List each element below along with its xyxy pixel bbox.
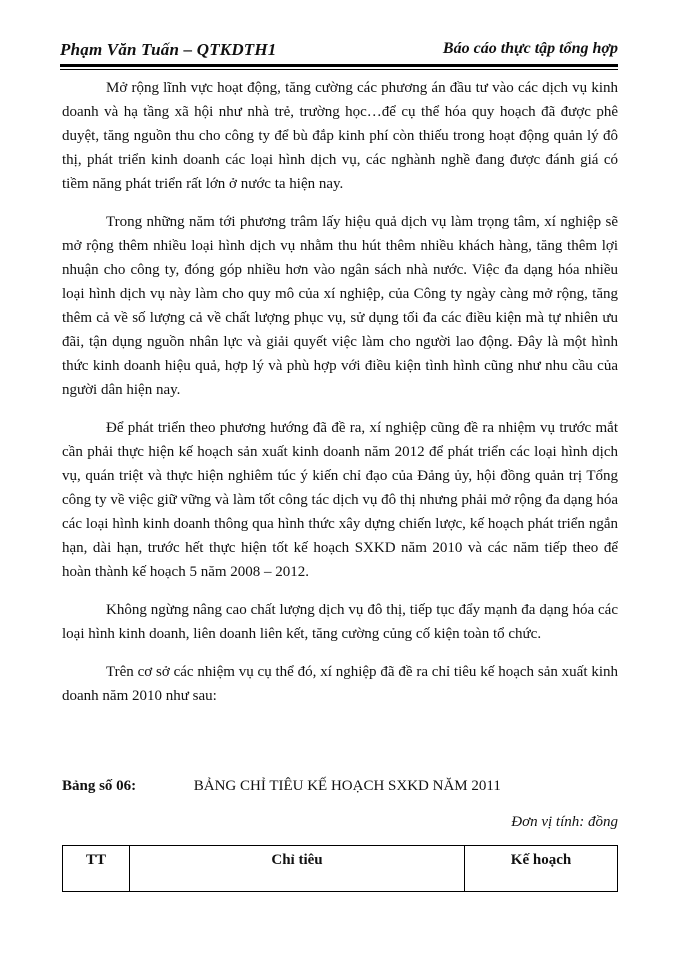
column-header-plan: Kế hoạch — [465, 846, 618, 892]
table-unit: Đơn vị tính: đồng — [511, 814, 618, 830]
table-title: BẢNG CHỈ TIÊU KẾ HOẠCH SXKD NĂM 2011 — [193, 778, 501, 794]
paragraph: Trong những năm tới phương trâm lấy hiệu quả dịch vụ làm trọng tâm, xí nghiệp sẽ mở rộng thêm nhiều loại hình dịch vụ nhằm thu hút thêm nhiều khách hàng, tăng thêm lợi nhuận cho công ty, đóng góp nhiều hơn vào ngân sách nhà nước. Việc đa dạng hóa nhiều loại hình dịch vụ này làm cho quy mô của xí nghiệp, của Công ty ngày càng mở rộng, tăng thêm cả về số lượng cả về chất lượng phục vụ, sử dụng tối đa các điều kiện mà tự nhiên ưu đãi, tận dụng nguồn nhân lực và giải quyết việc làm cho người lao động. Đây là một hình thức kinh doanh hiệu quả, hợp lý và phù hợp với điều kiện tình hình cũng như nhu cầu của người dân hiện nay. — [62, 214, 618, 398]
header-rule-thick — [60, 64, 618, 67]
body-text — [62, 76, 618, 722]
paragraph: Để phát triển theo phương hướng đã đề ra, xí nghiệp cũng đề ra nhiệm vụ trước mắt cần phải thực hiện kế hoạch sản xuất kinh doanh năm 2012 để phát triển các loại hình dịch vụ, quán triệt và thực hiện nghiêm túc ý kiến chỉ đạo của Đảng ủy, hội đồng quản trị Tổng công ty về việc giữ vững và làm tốt công tác dịch vụ đô thị nhưng phải mở rộng đa dạng hóa các loại hình kinh doanh thông qua hình thức xây dựng chiến lược, kế hoạch phát triển ngắn hạn, dài hạn, trước hết thực hiện tốt kế hoạch SXKD năm 2010 và các năm tiếp theo để hoàn thành kế hoạch 5 năm 2008 – 2012. — [62, 420, 618, 580]
page-header — [60, 40, 618, 66]
header-report-title: Báo cáo thực tập tổng hợp — [442, 40, 618, 57]
table-header-row — [63, 846, 618, 892]
header-rule-thin — [60, 69, 618, 70]
paragraph: Không ngừng nâng cao chất lượng dịch vụ đô thị, tiếp tục đẩy mạnh đa dạng hóa các loại hình kinh doanh, liên doanh liên kết, tăng cường củng cố kiện toàn tổ chức. — [62, 602, 618, 642]
paragraph: Mở rộng lĩnh vực hoạt động, tăng cường các phương án đầu tư vào các dịch vụ kinh doanh và hạ tầng xã hội như nhà trẻ, trường học…để cụ thể hóa quy hoạch đã được phê duyệt, tăng nguồn thu cho công ty để bù đắp kinh phí còn thiếu trong hoạt động quản lý đô thị, phát triển kinh doanh các loại hình dịch vụ, các nghành nghề đang được đánh giá có tiềm năng phát triển rất lớn ở nước ta hiện nay. — [62, 80, 618, 192]
plan-table — [62, 845, 618, 892]
table-caption — [62, 778, 618, 795]
header-author: Phạm Văn Tuấn – QTKDTH1 — [60, 40, 277, 59]
column-header-tt: TT — [63, 846, 130, 892]
table-number: Bảng số 06: — [62, 778, 137, 794]
paragraph: Trên cơ sở các nhiệm vụ cụ thể đó, xí nghiệp đã đề ra chỉ tiêu kế hoạch sản xuất kinh doanh năm 2010 như sau: — [62, 664, 618, 704]
column-header-indicator: Chỉ tiêu — [130, 846, 465, 892]
